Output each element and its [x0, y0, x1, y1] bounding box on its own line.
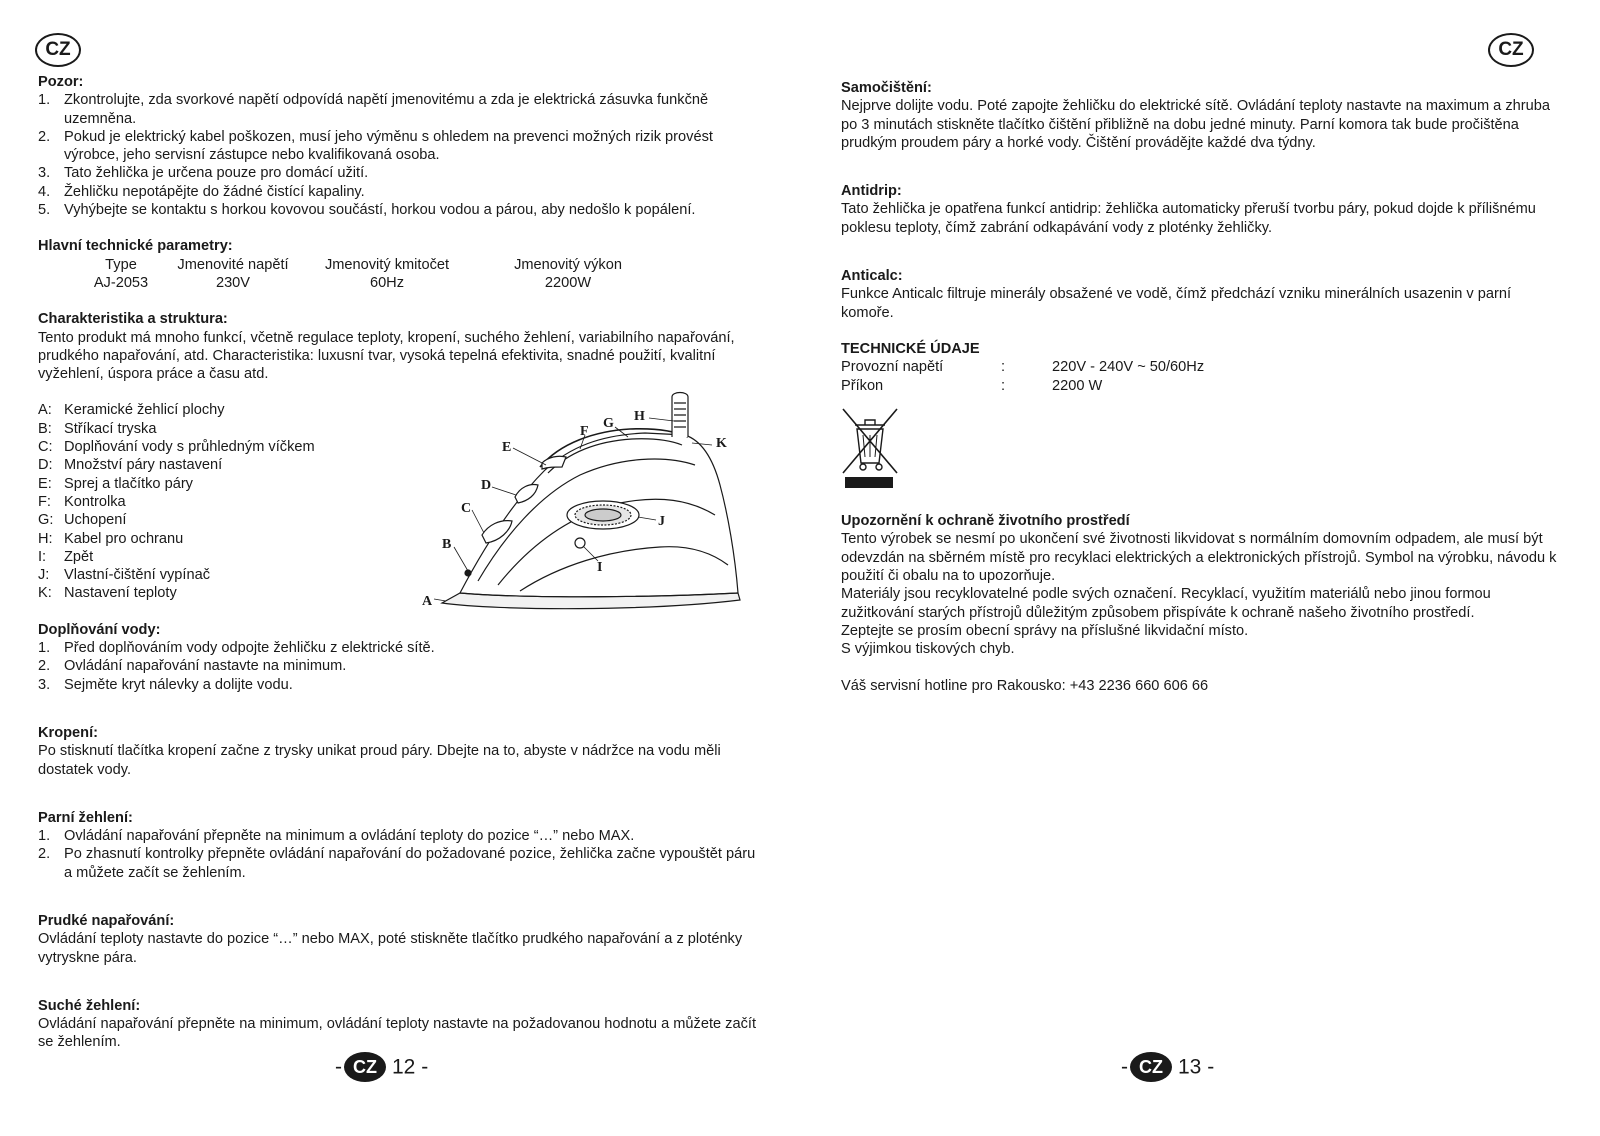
- page-number-footer: [335, 1051, 428, 1083]
- part-text: Množství páry nastavení: [64, 457, 223, 474]
- list-item: [38, 91, 758, 128]
- section-samocisteni: [841, 79, 1561, 152]
- figure-label-a: A: [422, 594, 433, 609]
- figure-label-b: B: [442, 537, 452, 552]
- list-item: [38, 639, 758, 657]
- part-letter: C:: [38, 439, 53, 456]
- footer-dash: -: [1121, 1055, 1128, 1079]
- figure-label-j: J: [658, 514, 665, 529]
- iron-diagram: [420, 385, 745, 620]
- section-antidrip: [841, 182, 1561, 237]
- section-pozor: [38, 73, 758, 219]
- tech-label: Příkon: [841, 377, 884, 394]
- language-badge: CZ: [35, 33, 81, 67]
- item-text: Žehličku nepotápějte do žádné čistící kapaliny.: [64, 183, 365, 200]
- figure-label-g: G: [603, 416, 614, 431]
- item-text: Ovládání napařování nastavte na minimum.: [64, 658, 347, 675]
- section-kropeni: [38, 724, 758, 779]
- prudke-text: Ovládání teploty nastavte do pozice “…” nebo MAX, poté stiskněte tlačítko prudkého napařování a z ploténky vytryskne pára.: [38, 931, 743, 966]
- item-text: Po zhasnutí kontrolky přepněte ovládání napařování do požadované pozice, žehlička začne vypouštět páru a můžete začít se žehlením.: [64, 846, 756, 881]
- section-technicke-udaje: [841, 340, 1561, 395]
- params-value-power: 2200W: [544, 274, 592, 291]
- heading-charakteristika: Charakteristika a struktura:: [38, 311, 228, 328]
- item-text: Před doplňováním vody odpojte žehličku z elektrické sítě.: [64, 640, 435, 657]
- heading-parni: Parní žehlení:: [38, 809, 133, 826]
- figure-label-k: K: [716, 436, 727, 451]
- params-header-type: Type: [105, 256, 137, 273]
- params-value-row: [90, 274, 676, 292]
- upozorneni-line: Tento výrobek se nesmí po ukončení své životnosti likvidovat s normálním domovním odpadem, ale musí být odevzdán na sběrném místě pro recyklaci elektrických a elektronických přístrojů. Symbol na výrobku, návodu k použití či obalu na to upozorňuje.: [841, 531, 1557, 585]
- weee-crossed-bin-icon: [841, 407, 899, 489]
- list-item: [38, 676, 758, 694]
- part-letter: D:: [38, 457, 53, 474]
- item-text: Ovládání napařování přepněte na minimum a ovládání teploty do pozice “…” nebo MAX.: [64, 828, 635, 845]
- params-table: [90, 256, 676, 293]
- suche-text: Ovládání napařování přepněte na minimum, ovládání teploty nastavte na požadovanou hodnotu a můžete začít se žehlením.: [38, 1016, 756, 1051]
- item-number: 5.: [38, 202, 51, 219]
- part-text: Nastavení teploty: [64, 585, 177, 602]
- params-header-power: Jmenovitý výkon: [514, 256, 622, 273]
- section-charakteristika: [38, 310, 758, 383]
- heading-anticalc: Anticalc:: [841, 268, 903, 285]
- heading-params: Hlavní technické parametry:: [38, 238, 233, 255]
- pozor-list: [38, 91, 758, 219]
- part-text: Stříkací tryska: [64, 420, 157, 437]
- list-item: [38, 164, 758, 182]
- charakteristika-text: Tento produkt má mnoho funkcí, včetně regulace teploty, kropení, suchého žehlení, variabilního napařování, prudkého napařování, atd. Characteristika: luxusní tvar, vysoká tepelná efektivita, snadné použití, kvalitní vyžehlení, úspora práce a času atd.: [38, 329, 735, 383]
- antidrip-text: Tato žehlička je opatřena funkcí antidrip: žehlička automaticky přeruší tvorbu páry, pokud dojde k přílišnému poklesu teploty, čímž zabrání odkapávání vody z ploténky žehličky.: [841, 201, 1536, 236]
- right-column: [841, 79, 1561, 695]
- tech-value: 220V - 240V ~ 50/60Hz: [1052, 359, 1205, 376]
- item-number: 2.: [38, 846, 51, 863]
- part-letter: H:: [38, 530, 53, 547]
- section-parni: [38, 809, 758, 882]
- part-text: Uchopení: [64, 512, 127, 529]
- anticalc-text: Funkce Anticalc filtruje minerály obsažené ve vodě, čímž předchází vzniku minerálních usazenin v parní komoře.: [841, 286, 1512, 321]
- params-value-voltage: 230V: [215, 274, 251, 291]
- list-item: [38, 845, 758, 882]
- part-text: Zpět: [64, 548, 94, 565]
- samocisteni-text: Nejprve dolijte vodu. Poté zapojte žehličku do elektrické sítě. Ovládání teploty nastavte na maximum a zhruba po 3 minutách stiskněte tlačítko čištění přibližně na dobu jedné minuty. Parní komora tak bude pročištěna prudkým proudem páry a horké vody. Čištění provádějte každé dva týdny.: [841, 98, 1550, 151]
- heading-upozorneni: Upozornění k ochraně životního prostředí: [841, 513, 1130, 530]
- tech-separator: :: [1001, 359, 1006, 376]
- page-number-footer: [1121, 1051, 1214, 1083]
- footer-page-number: 13 -: [1178, 1055, 1215, 1079]
- footer-page-number: 12 -: [392, 1055, 429, 1079]
- item-number: 3.: [38, 165, 51, 182]
- item-number: 3.: [38, 676, 51, 693]
- kropeni-text: Po stisknutí tlačítka kropení začne z trysky unikat proud páry. Dbejte na to, abyste v nádržce na vodu měli dostatek vody.: [38, 743, 721, 778]
- figure-label-f: F: [580, 424, 589, 439]
- service-hotline: Váš servisní hotline pro Rakousko: +43 2236 660 606 66: [841, 677, 1209, 694]
- footer-dash: -: [335, 1055, 342, 1079]
- heading-samocisteni: Samočištění:: [841, 80, 932, 96]
- item-number: 1.: [38, 828, 51, 845]
- figure-label-e: E: [502, 440, 512, 455]
- figure-label-i: I: [597, 560, 603, 575]
- heading-prudke: Prudké napařování:: [38, 912, 175, 929]
- item-number: 2.: [38, 658, 51, 675]
- part-text: Vlastní-čištění vypínač: [64, 567, 211, 584]
- heading-pozor: Pozor:: [38, 74, 84, 90]
- section-anticalc: [841, 267, 1561, 322]
- part-letter: I:: [38, 548, 47, 565]
- upozorneni-line: Zeptejte se prosím obecní správy na příslušné likvidační místo.: [841, 622, 1249, 639]
- part-text: Sprej a tlačítko páry: [64, 475, 193, 492]
- item-text: Vyhýbejte se kontaktu s horkou kovovou součástí, horkou vodou a párou, aby nedošlo k popálení.: [64, 202, 696, 219]
- list-item: [38, 201, 758, 219]
- part-letter: K:: [38, 585, 52, 602]
- item-number: 1.: [38, 92, 51, 109]
- params-header-voltage: Jmenovité napětí: [177, 256, 289, 273]
- section-params: [38, 237, 758, 292]
- item-text: Tato žehlička je určena pouze pro domácí užití.: [64, 165, 369, 182]
- part-letter: F:: [38, 493, 51, 510]
- part-text: Keramické žehlicí plochy: [64, 402, 225, 419]
- tech-value: 2200 W: [1052, 377, 1103, 394]
- footer-language-badge: CZ: [344, 1052, 386, 1082]
- heading-technicke-udaje: TECHNICKÉ ÚDAJE: [841, 340, 980, 357]
- part-letter: J:: [38, 567, 50, 584]
- params-header-frequency: Jmenovitý kmitočet: [324, 256, 450, 273]
- part-text: Kontrolka: [64, 493, 126, 510]
- item-text: Zkontrolujte, zda svorkové napětí odpovídá napětí jmenovitému a zda je elektrická zásuvka funkčně uzemněna.: [64, 92, 709, 127]
- item-number: 4.: [38, 183, 51, 200]
- section-upozorneni: [841, 512, 1561, 658]
- tech-table: [841, 358, 1204, 395]
- section-suche: [38, 997, 758, 1052]
- table-row: [841, 358, 1204, 376]
- tech-separator: :: [1001, 377, 1006, 394]
- list-item: [38, 657, 758, 675]
- list-item: [38, 827, 758, 845]
- page-13: [800, 0, 1600, 1136]
- table-row: [841, 377, 1204, 395]
- part-text: Kabel pro ochranu: [64, 530, 184, 547]
- figure-label-d: D: [481, 478, 492, 493]
- params-header-row: [90, 256, 676, 274]
- figure-label-c: C: [461, 501, 472, 516]
- part-text: Doplňování vody s průhledným víčkem: [64, 439, 315, 456]
- tech-label: Provozní napětí: [841, 359, 944, 376]
- part-letter: B:: [38, 420, 52, 437]
- list-item: [38, 183, 758, 201]
- figure-label-h: H: [634, 409, 645, 424]
- parni-list: [38, 827, 758, 882]
- heading-kropeni: Kropení:: [38, 724, 98, 741]
- doplnovani-list: [38, 639, 758, 694]
- params-value-frequency: 60Hz: [369, 274, 405, 291]
- footer-language-badge: CZ: [1130, 1052, 1172, 1082]
- heading-suche: Suché žehlení:: [38, 997, 141, 1014]
- section-prudke: [38, 912, 758, 967]
- upozorneni-line: Materiály jsou recyklovatelné podle svých označení. Recyklací, využitím materiálů nebo jinou formou zužitkování starých přístrojů důležitým způsobem přispíváte k ochraně našeho životního prostředí.: [841, 586, 1491, 621]
- part-letter: E:: [38, 475, 52, 492]
- heading-doplnovani: Doplňování vody:: [38, 621, 161, 638]
- item-text: Sejměte kryt nálevky a dolijte vodu.: [64, 676, 293, 693]
- upozorneni-line: S výjimkou tiskových chyb.: [841, 641, 1015, 658]
- item-number: 1.: [38, 640, 51, 657]
- heading-antidrip: Antidrip:: [841, 183, 902, 200]
- part-letter: G:: [38, 512, 54, 529]
- params-value-type: AJ-2053: [93, 274, 149, 291]
- item-number: 2.: [38, 128, 51, 145]
- language-badge: CZ: [1488, 33, 1534, 67]
- part-letter: A:: [38, 402, 52, 419]
- item-text: Pokud je elektrický kabel poškozen, musí jeho výměnu s ohledem na prevenci možných rizik provést výrobce, jeho servisní zástupce nebo kvalifikovaná osoba.: [64, 128, 713, 164]
- section-doplnovani: [38, 621, 758, 694]
- list-item: [38, 128, 758, 165]
